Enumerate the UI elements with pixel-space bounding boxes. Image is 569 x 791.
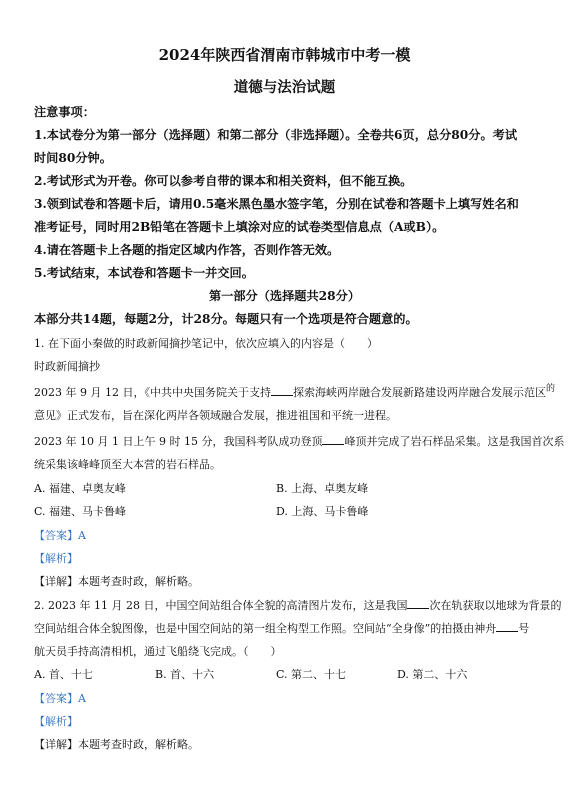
q1-p1-part-a: 2023 年 9 月 12 日，《中共中央国务院关于支持 [34, 386, 271, 399]
q2-option-a[interactable]: A. 首、十七 [34, 668, 93, 681]
q1-blank-2 [322, 435, 344, 445]
q2-answer: 【答案】A [34, 692, 86, 705]
exam-subtitle: 道德与法治试题 [233, 79, 336, 96]
notice-item-1a: 1.本试卷分为第一部分（选择题）和第二部分（非选择题）。全卷共6页，总分80分。考试 [34, 128, 518, 142]
q1-p1-part-b: 探索海峡两岸融合发展新路建设两岸融合发展示范区 [292, 386, 546, 399]
q1-option-d[interactable]: D. 上海、马卡鲁峰 [276, 505, 369, 518]
q1-answer: 【答案】A [34, 529, 86, 542]
q2-stem-line-3: 航天员手持高清相机，通过飞船绕飞完成。（ ） [34, 645, 282, 658]
notice-heading: 注意事项： [34, 105, 95, 119]
notice-item-3b: 准考证号，同时用2B铅笔在答题卡上填涂对应的试卷类型信息点（A或B）。 [34, 220, 445, 234]
q2-stem-line-1 [34, 597, 561, 613]
q1-stem: 1. 在下面小秦做的时政新闻摘抄笔记中，依次应填入的内容是（ ） [34, 337, 378, 350]
q1-paragraph-2b: 统采集该峰峰顶至大本营的岩石样品。 [34, 458, 221, 471]
q2-stem-part-b: 次在轨获取以地球为背景的 [429, 599, 562, 612]
q1-option-a[interactable]: A. 福建、卓奥友峰 [34, 482, 126, 495]
notice-item-5: 5.考试结束，本试卷和答题卡一并交回。 [34, 266, 254, 280]
q1-p1-sup: 的 [545, 384, 555, 394]
q1-note-title: 时政新闻摘抄 [34, 360, 100, 373]
notice-item-4: 4.请在答题卡上各题的指定区域内作答，否则作答无效。 [34, 243, 340, 257]
q1-paragraph-2a [34, 433, 564, 449]
q2-stem-part-c: 空间站组合体全貌图像，也是中国空间站的第一组全构型工作照。空间站“全身像”的拍摄由神舟 [34, 622, 497, 635]
q2-blank-1 [407, 599, 429, 609]
q2-stem-part-d: 号 [518, 622, 530, 635]
q2-option-c[interactable]: C. 第二、十七 [276, 668, 347, 681]
q1-detail: 【详解】本题考查时政，解析略。 [34, 575, 199, 588]
q1-analysis: 【解析】 [34, 552, 78, 565]
q1-p2-part-b: 峰顶并完成了岩石样品采集。这是我国首次系 [344, 435, 565, 448]
q1-paragraph-1a [34, 384, 555, 400]
notice-item-1b: 时间80分钟。 [34, 151, 112, 165]
q1-p2-part-a: 2023 年 10 月 1 日上午 9 时 15 分，我国科考队成功登顶 [34, 435, 323, 448]
part1-intro: 本部分共14题，每题2分，计28分。每题只有一个选项是符合题意的。 [34, 312, 418, 326]
exam-title: 2024年陕西省渭南市韩城市中考一模 [158, 46, 411, 64]
q2-stem-line-2 [34, 620, 529, 636]
q1-option-b[interactable]: B. 上海、卓奥友峰 [276, 482, 369, 495]
q2-detail: 【详解】本题考查时政，解析略。 [34, 738, 199, 751]
part1-heading: 第一部分（选择题共28分） [208, 289, 361, 303]
notice-item-2: 2.考试形式为开卷。你可以参考自带的课本和相关资料，但不能互换。 [34, 174, 413, 188]
q1-blank-1 [271, 386, 293, 396]
q2-stem-part-a: 2. 2023 年 11 月 28 日，中国空间站组合体全貌的高清图片发布，这是我国 [34, 599, 408, 612]
q2-analysis: 【解析】 [34, 715, 78, 728]
q1-option-c[interactable]: C. 福建、马卡鲁峰 [34, 505, 127, 518]
q2-option-b[interactable]: B. 首、十六 [155, 668, 215, 681]
q2-option-d[interactable]: D. 第二、十六 [397, 668, 468, 681]
q1-paragraph-1b: 意见》正式发布，旨在深化两岸各领域融合发展，推进祖国和平统一进程。 [34, 409, 397, 422]
notice-item-3a: 3.领到试卷和答题卡后，请用0.5毫米黑色墨水签字笔，分别在试卷和答题卡上填写姓名和 [34, 197, 519, 211]
q2-blank-2 [496, 622, 518, 632]
